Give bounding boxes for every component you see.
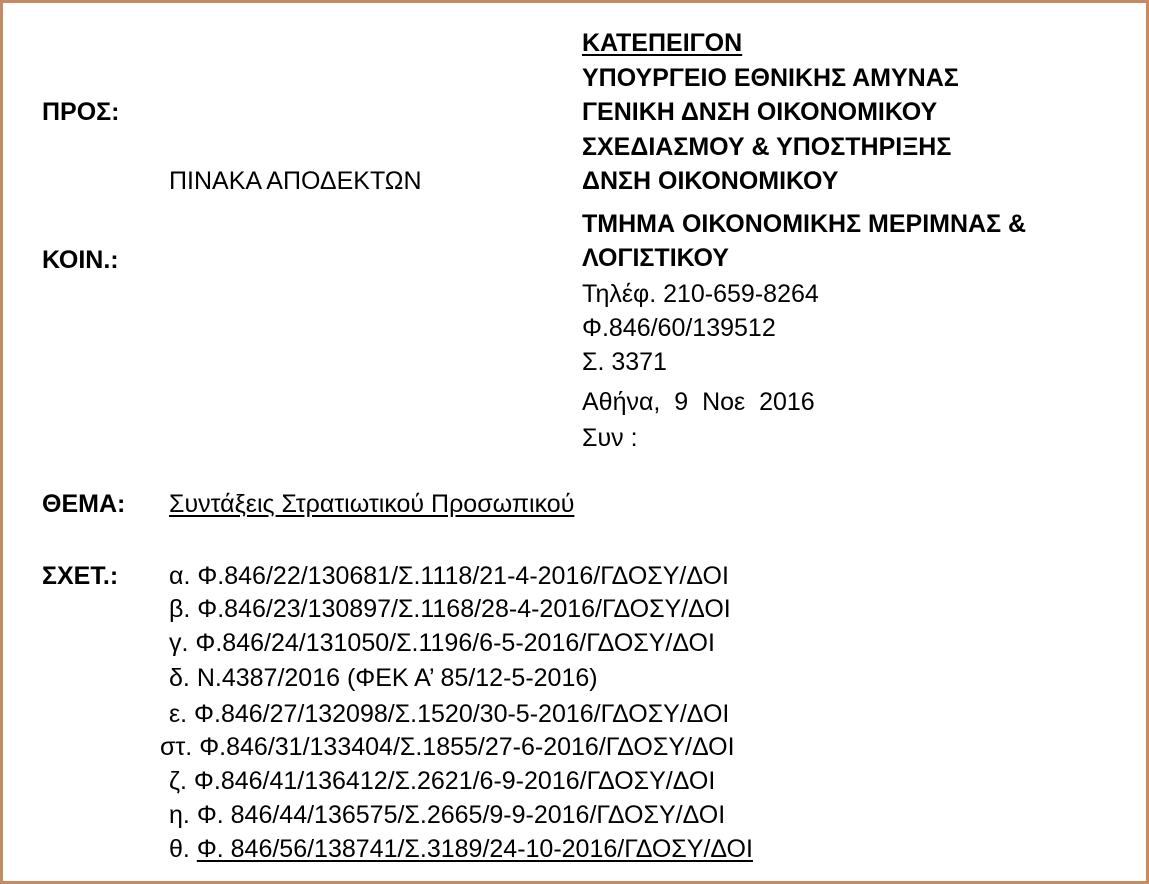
cc-label: ΚΟΙΝ.: <box>42 246 119 274</box>
references-label: ΣΧΕΤ.: <box>42 562 119 590</box>
reference-prefix: θ. <box>169 835 190 863</box>
subject-label: ΘΕΜΑ: <box>42 490 126 518</box>
reference-text: Φ.846/31/133404/Σ.1855/27-6-2016/ΓΔΟΣΥ/ΔΟΙ <box>199 733 735 761</box>
attachments-label: Συν : <box>582 424 638 452</box>
reference-item <box>169 834 753 864</box>
reference-prefix: α. <box>169 562 191 590</box>
reference-item <box>169 628 715 658</box>
file-number: Φ.846/60/139512 <box>582 314 776 342</box>
recipients-label: ΠΡΟΣ: <box>42 98 120 126</box>
reference-prefix: δ. <box>169 664 190 692</box>
sender-line: ΣΧΕΔΙΑΣΜΟΥ & ΥΠΟΣΤΗΡΙΞΗΣ <box>582 133 952 161</box>
reference-item <box>160 732 735 762</box>
recipients-value: ΠΙΝΑΚΑ ΑΠΟΔΕΚΤΩΝ <box>169 167 422 195</box>
subject-value: Συντάξεις Στρατιωτικού Προσωπικού <box>169 490 575 518</box>
sender-line: ΔΝΣΗ ΟΙΚΟΝΟΜΙΚΟΥ <box>582 167 839 195</box>
reference-item <box>169 561 729 591</box>
reference-item <box>169 766 715 796</box>
reference-prefix: β. <box>169 595 191 623</box>
sender-line: ΛΟΓΙΣΤΙΚΟΥ <box>582 244 729 272</box>
serial-number: Σ. 3371 <box>582 348 667 376</box>
reference-text: Φ.846/27/132098/Σ.1520/30-5-2016/ΓΔΟΣΥ/ΔΟΙ <box>194 700 730 728</box>
urgency-label: ΚΑΤΕΠΕΙΓΟΝ <box>582 29 743 57</box>
reference-prefix: ε. <box>169 700 188 728</box>
reference-text: Φ.846/23/130897/Σ.1168/28-4-2016/ΓΔΟΣΥ/ΔΟΙ <box>197 595 731 623</box>
sender-line: ΥΠΟΥΡΓΕΙΟ ΕΘΝΙΚΗΣ ΑΜΥΝΑΣ <box>582 64 959 92</box>
reference-text: Φ. 846/56/138741/Σ.3189/24-10-2016/ΓΔΟΣΥ/ΔΟΙ <box>196 835 753 863</box>
document-date: Αθήνα, 9 Νοε 2016 <box>582 388 815 416</box>
reference-text: Φ.846/41/136412/Σ.2621/6-9-2016/ΓΔΟΣΥ/ΔΟΙ <box>193 767 716 795</box>
reference-item <box>169 699 729 729</box>
reference-text: Φ.846/24/131050/Σ.1196/6-5-2016/ΓΔΟΣΥ/ΔΟΙ <box>195 629 715 657</box>
reference-text: Φ.846/22/130681/Σ.1118/21-4-2016/ΓΔΟΣΥ/ΔΟΙ <box>197 562 729 590</box>
reference-prefix: η. <box>169 801 190 829</box>
phone-number: Τηλέφ. 210-659-8264 <box>582 280 819 308</box>
reference-item <box>169 800 725 830</box>
reference-text: Ν.4387/2016 (ΦΕΚ Α’ 85/12-5-2016) <box>196 664 598 692</box>
sender-line: ΤΜΗΜΑ ΟΙΚΟΝΟΜΙΚΗΣ ΜΕΡΙΜΝΑΣ & <box>582 210 1027 238</box>
reference-prefix: γ. <box>169 629 189 657</box>
reference-prefix: ζ. <box>169 767 187 795</box>
reference-prefix: στ. <box>160 733 193 761</box>
sender-line: ΓΕΝΙΚΗ ΔΝΣΗ ΟΙΚΟΝΟΜΙΚΟΥ <box>582 98 938 126</box>
reference-text: Φ. 846/44/136575/Σ.2665/9-9-2016/ΓΔΟΣΥ/ΔΟΙ <box>196 801 726 829</box>
reference-item <box>169 594 731 624</box>
reference-item <box>169 663 598 693</box>
